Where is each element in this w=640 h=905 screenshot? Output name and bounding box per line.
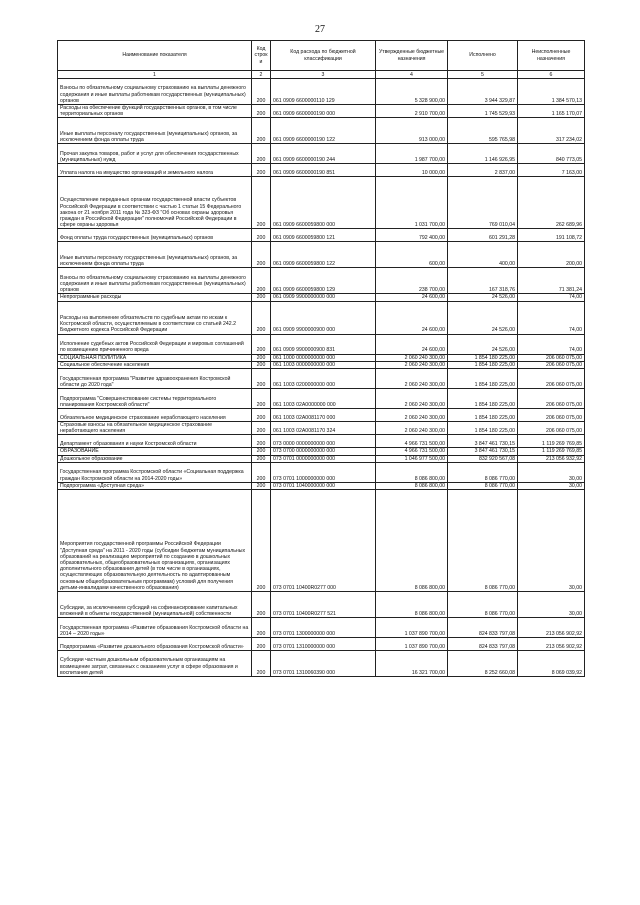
row-executed-amount: 1 854 180 225,00 [448,409,518,422]
row-executed-amount: 3 944 329,87 [448,79,518,105]
row-line-code: 200 [252,618,271,638]
row-indicator-name: Уплата налога на имущество организаций и земельного налога [58,164,252,177]
row-line-code: 200 [252,638,271,651]
row-unexecuted-amount: 206 060 075,00 [518,422,585,435]
row-indicator-name: Социальное обеспечение населения [58,361,252,368]
table-row [58,118,585,144]
row-line-code: 200 [252,164,271,177]
row-unexecuted-amount: 206 060 075,00 [518,409,585,422]
row-executed-amount: 24 526,00 [448,294,518,301]
row-executed-amount: 8 086 770,00 [448,490,518,592]
row-executed-amount: 1 745 529,93 [448,105,518,118]
row-budget-code: 061 0909 6600000190 000 [271,105,376,118]
row-approved-amount: 913 000,00 [376,118,448,144]
row-budget-code: 061 1003 0000000000 000 [271,361,376,368]
row-budget-code: 073 0701 1310000000 000 [271,638,376,651]
row-unexecuted-amount: 213 056 902,92 [518,638,585,651]
row-line-code: 200 [252,369,271,389]
table-row [58,462,585,482]
row-approved-amount: 24 600,00 [376,294,448,301]
row-unexecuted-amount: 71 381,24 [518,268,585,294]
row-unexecuted-amount: 1 119 269 769,85 [518,448,585,455]
row-approved-amount: 1 987 700,00 [376,144,448,164]
row-unexecuted-amount: 213 056 932,92 [518,455,585,462]
table-row [58,229,585,242]
row-line-code: 200 [252,105,271,118]
table-row [58,618,585,638]
row-approved-amount: 2 060 240 300,00 [376,361,448,368]
row-budget-code: 061 1003 02A0081170 324 [271,422,376,435]
row-indicator-name: Обязательное медицинское страхование неработающего населения [58,409,252,422]
row-approved-amount: 2 910 700,00 [376,105,448,118]
row-budget-code: 073 0700 0000000000 000 [271,448,376,455]
row-budget-code: 073 0701 10400R0277 000 [271,490,376,592]
row-approved-amount: 1 037 890 700,00 [376,638,448,651]
row-budget-code: 061 0909 6600000190 122 [271,118,376,144]
row-approved-amount: 8 086 800,00 [376,462,448,482]
row-line-code: 200 [252,592,271,618]
row-unexecuted-amount: 8 069 039,92 [518,651,585,677]
row-indicator-name: Государственная программа "Развитие здравоохранения Костромской области до 2020 года" [58,369,252,389]
row-unexecuted-amount: 30,00 [518,482,585,489]
row-line-code: 200 [252,435,271,448]
row-budget-code: 073 0701 1000000000 000 [271,462,376,482]
row-budget-code: 061 0909 6600059800 122 [271,242,376,268]
row-indicator-name: Мероприятия государственной программы Российской Федерации "Доступная среда" на 2011 - 2020 годы (субсидии бюджетам муниципальных образований на реализацию мероприятий по созданию в дошкольных образовательных, общеобразовательных организациях, организациях дополнительного образования детей (в том числе в организациях, осуществляющих образовательную деятельность по адаптированным основным общеобразовательным программам) условий для получения детьми-инвалидами качественного образования) [58,490,252,592]
row-line-code: 200 [252,301,271,334]
row-unexecuted-amount: 74,00 [518,334,585,354]
column-number: 3 [271,71,376,79]
row-unexecuted-amount: 206 060 075,00 [518,389,585,409]
row-line-code: 200 [252,482,271,489]
row-line-code: 200 [252,118,271,144]
row-line-code: 200 [252,448,271,455]
row-executed-amount: 8 086 770,00 [448,462,518,482]
row-indicator-name: Дошкольное образование [58,455,252,462]
row-executed-amount: 1 854 180 225,00 [448,389,518,409]
row-budget-code: 061 0909 6600000110 129 [271,79,376,105]
row-approved-amount: 2 060 240 300,00 [376,369,448,389]
row-executed-amount: 769 010,04 [448,177,518,229]
row-budget-code: 061 0909 9900000900 000 [271,301,376,334]
row-indicator-name: Расходы на обеспечение функций государственных органов, в том числе территориальных органов [58,105,252,118]
header-unexecuted: Неисполненные назначения [518,41,585,71]
table-row [58,301,585,334]
row-executed-amount: 400,00 [448,242,518,268]
column-number: 5 [448,71,518,79]
row-budget-code: 061 0909 6600000190 851 [271,164,376,177]
row-indicator-name: ОБРАЗОВАНИЕ [58,448,252,455]
row-line-code: 200 [252,361,271,368]
row-executed-amount: 1 854 180 225,00 [448,422,518,435]
table-row [58,242,585,268]
row-executed-amount: 167 318,76 [448,268,518,294]
row-indicator-name: Государственная программа «Развитие образования Костромской области на 2014 – 2020 годы» [58,618,252,638]
row-approved-amount: 2 060 240 300,00 [376,389,448,409]
row-approved-amount: 2 060 240 300,00 [376,422,448,435]
row-unexecuted-amount: 1 165 170,07 [518,105,585,118]
row-indicator-name: Взносы по обязательному социальному страхованию на выплаты денежного содержания и иные выплаты работникам государственных (муниципальных) органов [58,79,252,105]
row-executed-amount: 8 086 770,00 [448,482,518,489]
header-executed: Исполнено [448,41,518,71]
row-executed-amount: 824 833 797,08 [448,638,518,651]
table-row [58,422,585,435]
row-executed-amount: 1 146 926,95 [448,144,518,164]
budget-execution-table [57,40,585,677]
row-line-code: 200 [252,242,271,268]
row-line-code: 200 [252,144,271,164]
table-row [58,592,585,618]
row-unexecuted-amount: 30,00 [518,490,585,592]
row-budget-code: 073 0701 1040000000 000 [271,482,376,489]
table-row [58,294,585,301]
row-indicator-name: Субсидии, за исключением субсидий на софинансирование капитальных вложений в объекты государственной (муниципальной) собственности [58,592,252,618]
row-unexecuted-amount: 206 060 075,00 [518,354,585,361]
table-row [58,389,585,409]
row-indicator-name: Субсидии частным дошкольным образовательным организациям на возмещение затрат, связанных с оказанием услуг в сфере образования и воспитания детей [58,651,252,677]
row-executed-amount: 1 854 180 225,00 [448,369,518,389]
row-unexecuted-amount: 74,00 [518,294,585,301]
row-executed-amount: 1 854 180 225,00 [448,361,518,368]
row-approved-amount: 1 037 890 700,00 [376,618,448,638]
row-line-code: 200 [252,422,271,435]
row-budget-code: 073 0000 0000000000 000 [271,435,376,448]
header-indicator-name: Наименование показателя [58,41,252,71]
row-budget-code: 073 0701 1300000000 000 [271,618,376,638]
row-unexecuted-amount: 213 056 902,92 [518,618,585,638]
row-approved-amount: 16 321 700,00 [376,651,448,677]
row-indicator-name: Исполнение судебных актов Российской Федерации и мировых соглашений по возмещению причиненного вреда [58,334,252,354]
table-row [58,482,585,489]
row-indicator-name: Подпрограмма "Совершенствование системы территориального планирования Костромской области" [58,389,252,409]
row-line-code: 200 [252,177,271,229]
row-approved-amount: 2 060 240 300,00 [376,354,448,361]
row-approved-amount: 1 031 700,00 [376,177,448,229]
row-indicator-name: Департамент образования и науки Костромской области [58,435,252,448]
row-executed-amount: 24 526,00 [448,301,518,334]
row-budget-code: 061 1003 02A0081170 000 [271,409,376,422]
row-executed-amount: 8 086 770,00 [448,592,518,618]
table-row [58,354,585,361]
table-body [58,79,585,677]
row-unexecuted-amount: 7 163,00 [518,164,585,177]
row-approved-amount: 792 400,00 [376,229,448,242]
row-approved-amount: 5 328 900,00 [376,79,448,105]
row-line-code: 200 [252,462,271,482]
row-executed-amount: 24 526,00 [448,334,518,354]
row-line-code: 200 [252,389,271,409]
table-header-row [58,41,585,71]
row-budget-code: 073 0701 0000000000 000 [271,455,376,462]
row-line-code: 200 [252,294,271,301]
row-indicator-name: Непрограммные расходы [58,294,252,301]
row-indicator-name: Иные выплаты персоналу государственных (муниципальных) органов, за исключением фонда оплаты труда [58,242,252,268]
row-approved-amount: 10 000,00 [376,164,448,177]
row-executed-amount: 3 847 461 730,15 [448,435,518,448]
row-executed-amount: 8 252 660,08 [448,651,518,677]
row-budget-code: 061 1003 02A0000000 000 [271,389,376,409]
table-row [58,448,585,455]
row-unexecuted-amount: 1 119 269 769,85 [518,435,585,448]
row-unexecuted-amount: 200,00 [518,242,585,268]
row-budget-code: 061 0909 6600059800 000 [271,177,376,229]
table-row [58,651,585,677]
table-row [58,490,585,592]
row-indicator-name: Осуществление переданных органам государственной власти субъектов Российской Федерации в соответствии с частью 1 статьи 15 Федерального закона от 21 ноября 2011 года № 323-ФЗ "Об основах охраны здоровья граждан в Российской Федерации" полномочий Российской Федерации в сфере охраны здоровья [58,177,252,229]
column-number: 4 [376,71,448,79]
table-row [58,334,585,354]
row-budget-code: 061 1003 0200000000 000 [271,369,376,389]
row-line-code: 200 [252,334,271,354]
table-row [58,164,585,177]
row-executed-amount: 1 854 180 225,00 [448,354,518,361]
row-budget-code: 061 0909 6600059800 121 [271,229,376,242]
header-line-code: Код строк и [252,41,271,71]
table-row [58,79,585,105]
row-approved-amount: 8 086 800,00 [376,482,448,489]
row-line-code: 200 [252,268,271,294]
row-unexecuted-amount: 840 773,05 [518,144,585,164]
row-approved-amount: 2 060 240 300,00 [376,409,448,422]
row-unexecuted-amount: 74,00 [518,301,585,334]
row-approved-amount: 24 600,00 [376,301,448,334]
row-indicator-name: Подпрограмма «Развитие дошкольного образования Костромской области» [58,638,252,651]
table-row [58,409,585,422]
row-executed-amount: 2 837,00 [448,164,518,177]
table-row [58,455,585,462]
row-indicator-name: Расходы на выполнение обязательств по судебным актам по искам к Костромской области, осуществляемым в соответствии со статьей 242.2 Бюджетного кодекса Российской Федерации [58,301,252,334]
row-approved-amount: 8 086 800,00 [376,592,448,618]
table-row [58,369,585,389]
row-approved-amount: 238 700,00 [376,268,448,294]
row-executed-amount: 595 765,98 [448,118,518,144]
row-line-code: 200 [252,409,271,422]
row-line-code: 200 [252,354,271,361]
table-row [58,638,585,651]
row-indicator-name: СОЦИАЛЬНАЯ ПОЛИТИКА [58,354,252,361]
row-executed-amount: 601 291,28 [448,229,518,242]
page-number: 27 [315,24,325,35]
header-approved: Утвержденные бюджетные назначения [376,41,448,71]
row-approved-amount: 1 046 977 500,00 [376,455,448,462]
row-line-code: 200 [252,229,271,242]
row-approved-amount: 24 600,00 [376,334,448,354]
column-number-row [58,71,585,79]
row-indicator-name: Взносы по обязательному социальному страхованию на выплаты денежного содержания и иные выплаты работникам государственных (муниципальных) органов [58,268,252,294]
row-approved-amount: 600,00 [376,242,448,268]
column-number: 6 [518,71,585,79]
row-approved-amount: 8 086 800,00 [376,490,448,592]
row-indicator-name: Государственная программа Костромской области «Социальная поддержка граждан Костромской области на 2014-2020 годы» [58,462,252,482]
table-row [58,361,585,368]
row-unexecuted-amount: 206 060 075,00 [518,361,585,368]
row-executed-amount: 3 847 461 730,15 [448,448,518,455]
table-row [58,144,585,164]
row-budget-code: 061 0909 9900000900 831 [271,334,376,354]
table-row [58,105,585,118]
row-indicator-name: Страховые взносы на обязательное медицинское страхование неработающего населения [58,422,252,435]
row-budget-code: 061 0909 9900000000 000 [271,294,376,301]
row-unexecuted-amount: 317 234,02 [518,118,585,144]
row-budget-code: 061 0909 6600059800 129 [271,268,376,294]
row-indicator-name: Прочая закупка товаров, работ и услуг для обеспечения государственных (муниципальных) нужд [58,144,252,164]
row-budget-code: 073 0701 10400R0277 521 [271,592,376,618]
column-number: 1 [58,71,252,79]
row-line-code: 200 [252,651,271,677]
row-unexecuted-amount: 30,00 [518,592,585,618]
row-unexecuted-amount: 262 689,96 [518,177,585,229]
row-line-code: 200 [252,455,271,462]
row-approved-amount: 4 966 731 500,00 [376,435,448,448]
table-row [58,268,585,294]
row-unexecuted-amount: 30,00 [518,462,585,482]
row-indicator-name: Подпрограмма «Доступная среда» [58,482,252,489]
row-approved-amount: 4 966 731 500,00 [376,448,448,455]
row-unexecuted-amount: 1 384 570,13 [518,79,585,105]
row-budget-code: 073 0701 1310060390 000 [271,651,376,677]
column-number: 2 [252,71,271,79]
row-line-code: 200 [252,79,271,105]
table-row [58,177,585,229]
row-indicator-name: Иные выплаты персоналу государственных (муниципальных) органов, за исключением фонда оплаты труда [58,118,252,144]
header-budget-classification: Код расхода по бюджетной классификации [271,41,376,71]
row-executed-amount: 824 833 797,08 [448,618,518,638]
row-line-code: 200 [252,490,271,592]
row-budget-code: 061 1000 0000000000 000 [271,354,376,361]
row-indicator-name: Фонд оплаты труда государственных (муниципальных) органов [58,229,252,242]
row-executed-amount: 832 920 567,08 [448,455,518,462]
row-budget-code: 061 0909 6600000190 244 [271,144,376,164]
table-row [58,435,585,448]
row-unexecuted-amount: 191 108,72 [518,229,585,242]
row-unexecuted-amount: 206 060 075,00 [518,369,585,389]
